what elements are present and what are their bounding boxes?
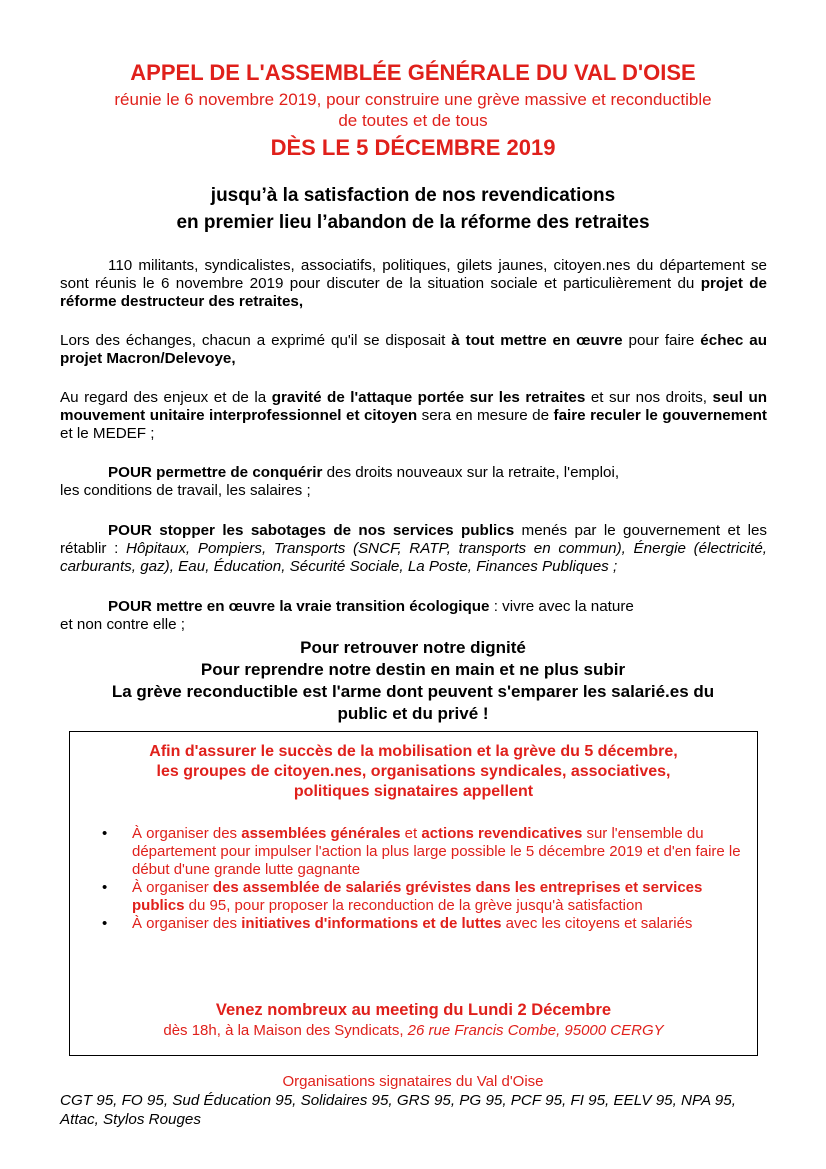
headline-line-2: en premier lieu l’abandon de la réforme des retraites	[176, 212, 650, 233]
pour2-italic: Hôpitaux, Pompiers, Transports (SNCF, RATP, transports en commun), Énergie (électricité, carburants, gaz), Eau, Éducation, Sécurité Sociale, La Poste, Finances Publiques ;	[60, 540, 767, 575]
p3-f: faire reculer le gouvernement	[553, 407, 767, 424]
b3-b: initiatives d'informations et de luttes	[241, 915, 502, 932]
pour1-line-1	[60, 464, 767, 482]
pour1-bold: POUR permettre de conquérir	[108, 464, 323, 481]
p2-b: à tout mettre en œuvre	[451, 332, 623, 349]
meeting-prefix: dès 18h, à la Maison des Syndicats,	[163, 1022, 408, 1039]
call-box	[69, 731, 758, 1056]
b2-a: À organiser	[132, 879, 213, 896]
subtitle-line-2: de toutes et de tous	[338, 111, 488, 130]
b3-c: avec les citoyens et salariés	[501, 915, 693, 932]
strike-date: DÈS LE 5 DÉCEMBRE 2019	[270, 135, 556, 160]
slogan-line-2: Pour reprendre notre destin en main et ne plus subir	[200, 660, 626, 679]
p2-d: échec au projet Macron/Delevoye,	[60, 332, 767, 367]
p3-b: gravité de l'attaque portée sur les retraites	[271, 389, 586, 406]
page-title: APPEL DE L'ASSEMBLÉE GÉNÉRALE DU VAL D'OISE	[130, 60, 696, 85]
call-heading-line-3: politiques signataires appellent	[293, 783, 534, 800]
intro-bold: projet de réforme destructeur des retraites,	[60, 275, 767, 310]
b1-b: assemblées générales	[241, 825, 401, 842]
pour3-text1: : vivre avec la nature	[489, 598, 634, 615]
p3-c: et sur nos droits,	[585, 389, 713, 406]
exchanges-paragraph	[60, 332, 767, 368]
pour1-text1: des droits nouveaux sur la retraite, l'emploi,	[322, 464, 620, 481]
p2-c: pour faire	[622, 332, 701, 349]
b1-a: À organiser des	[132, 825, 242, 842]
pour2-text: menés par le gouvernement et les rétablir :	[60, 522, 767, 557]
b3-a: À organiser des	[132, 915, 242, 932]
stakes-paragraph	[60, 389, 767, 443]
signatories-title: Organisations signataires du Val d'Oise	[282, 1073, 544, 1090]
list-item	[102, 915, 752, 933]
headline-line-1: jusqu’à la satisfaction de nos revendications	[210, 185, 616, 206]
b2-c: du 95, pour proposer la reconduction de la grève jusqu'à satisfaction	[184, 897, 643, 914]
pour3-line-2: et non contre elle ;	[60, 616, 185, 633]
actions-list	[102, 825, 752, 933]
pour3-line-1	[60, 598, 767, 616]
headline	[60, 182, 766, 236]
bullet-icon: •	[102, 825, 108, 842]
intro-text: 110 militants, syndicalistes, associatifs, politiques, gilets jaunes, citoyen.nes du département se sont réunis le 6 novembre 2019 pour discuter de la situation sociale et particulièrement du	[60, 257, 767, 292]
slogan-line-3: La grève reconductible est l'arme dont peuvent s'emparer les salarié.es du	[111, 682, 715, 701]
slogan-line-4: public et du privé !	[337, 704, 489, 723]
pour1-line-2: les conditions de travail, les salaires ;	[60, 482, 311, 499]
p3-d: seul un mouvement unitaire interprofessionnel et citoyen	[60, 389, 767, 424]
p3-g: et le MEDEF ;	[60, 425, 155, 442]
call-heading-line-2: les groupes de citoyen.nes, organisations syndicales, associatives,	[156, 763, 671, 780]
slogans	[60, 637, 766, 725]
bullet-icon: •	[102, 915, 108, 932]
subtitle-line-1: réunie le 6 novembre 2019, pour construire une grève massive et reconductible	[114, 90, 712, 109]
pour-conquerir	[60, 464, 767, 500]
meeting-details	[70, 1021, 757, 1040]
b1-d: actions revendicatives	[421, 825, 583, 842]
p2-a: Lors des échanges, chacun a exprimé qu'il se disposait	[60, 332, 452, 349]
bullet-icon: •	[102, 879, 108, 896]
b1-e: sur l'ensemble du département pour impulser l'action la plus large possible le 5 décembre 2019 et d'en faire le début d'une grande lutte gagnante	[132, 825, 741, 878]
call-box-heading	[70, 742, 757, 802]
pour-services-publics	[60, 522, 767, 576]
page-subtitle	[60, 89, 766, 131]
b1-c: et	[400, 825, 422, 842]
b2-b: des assemblée de salariés grévistes dans les entreprises et services publics	[132, 879, 703, 914]
pour3-bold: POUR mettre en œuvre la vraie transition écologique	[108, 598, 490, 615]
call-heading-line-1: Afin d'assurer le succès de la mobilisation et la grève du 5 décembre,	[149, 743, 678, 760]
p3-e: sera en mesure de	[417, 407, 554, 424]
pour-ecologie	[60, 598, 767, 634]
meeting-info	[70, 1000, 757, 1040]
meeting-address: 26 rue Francis Combe, 95000 CERGY	[407, 1022, 664, 1039]
slogan-line-1: Pour retrouver notre dignité	[300, 638, 526, 657]
signatories-list: CGT 95, FO 95, Sud Éducation 95, Solidaires 95, GRS 95, PG 95, PCF 95, FI 95, EELV 95, NPA 95, Attac, Stylos Rouges	[60, 1092, 736, 1128]
list-item	[102, 825, 752, 879]
intro-paragraph	[60, 257, 767, 311]
list-item	[102, 879, 752, 915]
pour2-bold: POUR stopper les sabotages de nos services publics	[108, 522, 515, 539]
p3-a: Au regard des enjeux et de la	[60, 389, 272, 406]
meeting-title: Venez nombreux au meeting du Lundi 2 Décembre	[215, 1001, 612, 1019]
